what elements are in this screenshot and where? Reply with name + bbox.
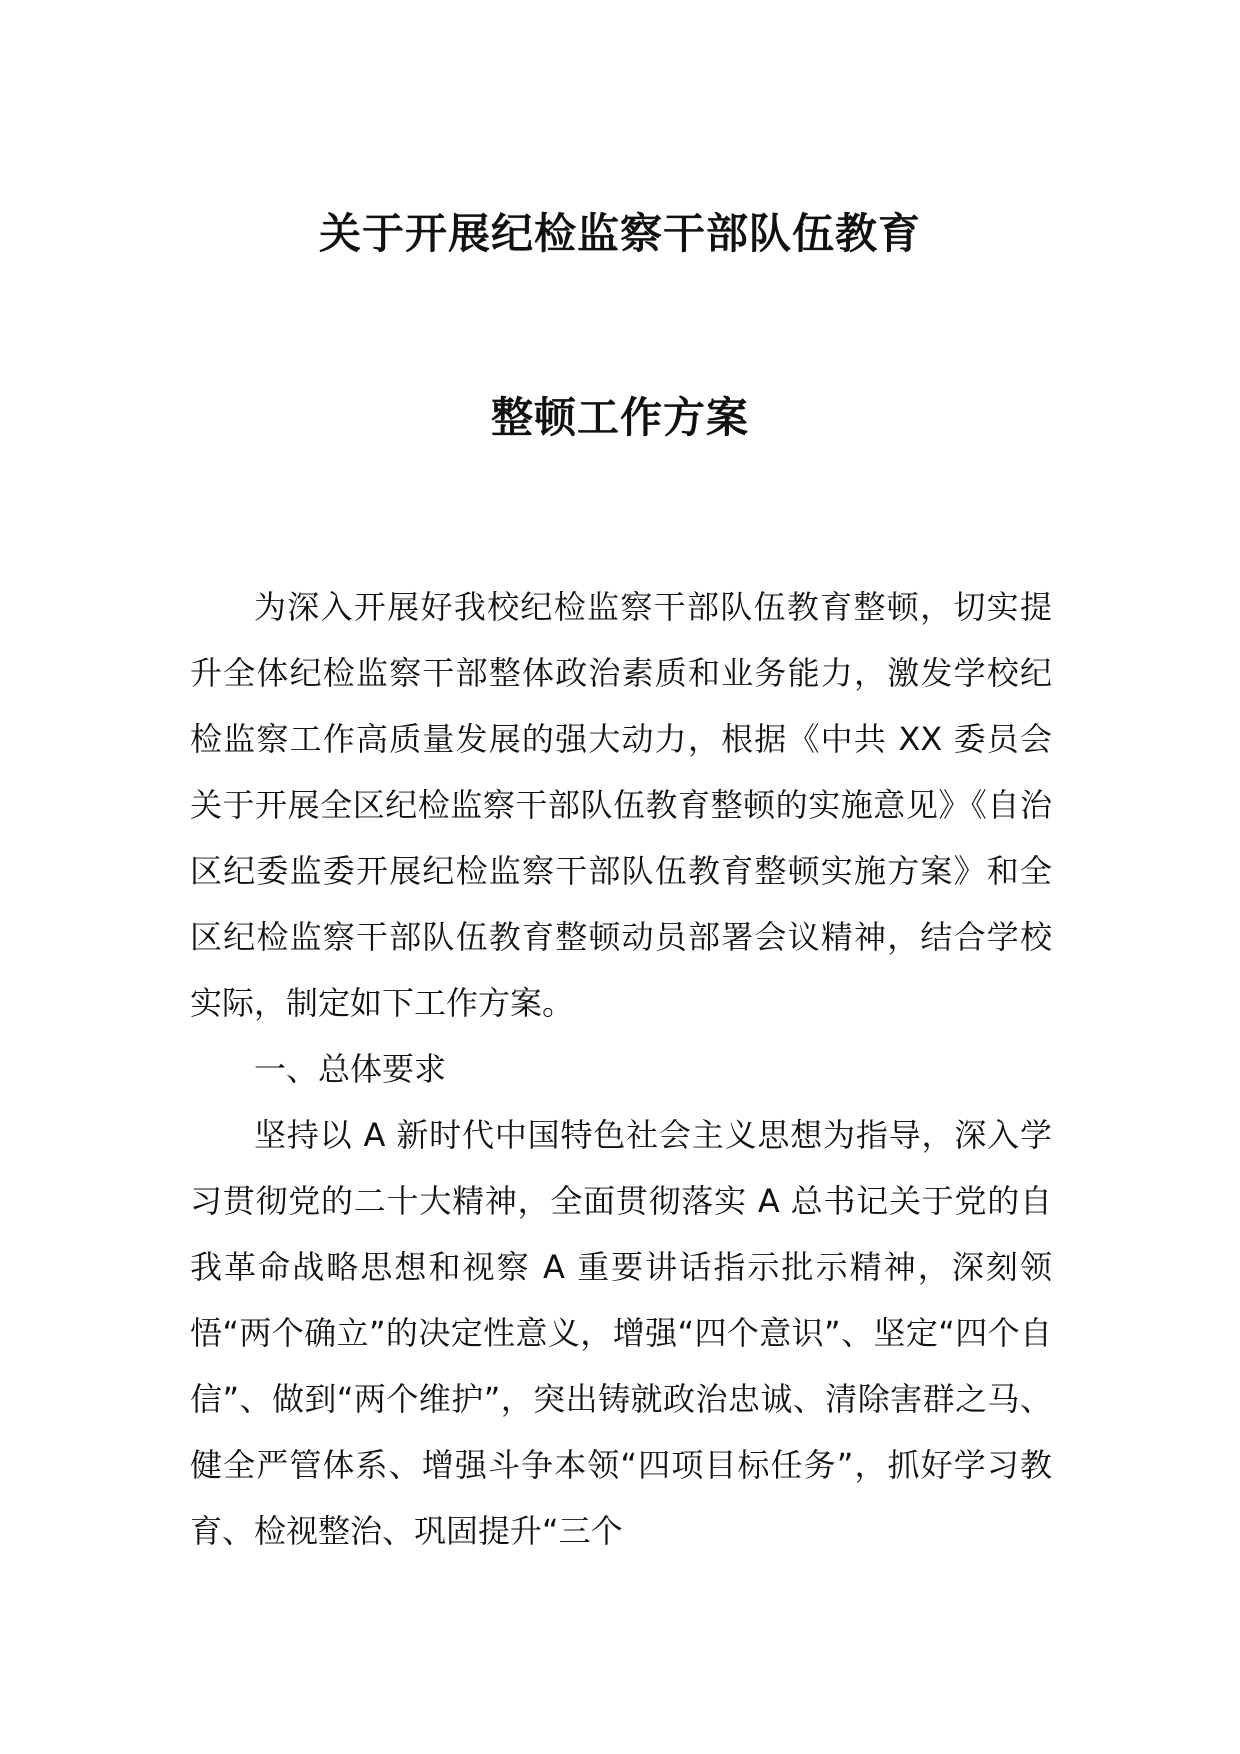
- document-title-line-2: 整顿工作方案: [490, 393, 749, 442]
- document-title-line-1: 关于开展纪检监察干部队伍教育: [318, 209, 921, 258]
- section-heading-general-requirements: 一、总体要求: [254, 1050, 447, 1088]
- general-requirements-paragraph: 坚持以 A 新时代中国特色社会主义思想为指导，深入学习贯彻党的二十大精神，全面贯彻落实 A 总书记关于党的自我革命战略思想和视察 A 重要讲话指示批示精神，深刻领悟“两个确立”的决定性意义，增强“四个意识”、坚定“四个自信”、做到“两个维护”，突出铸就政治忠诚、清除害群之马、健全严管体系、增强斗争本领“四项目标任务”，抓好学习教育、检视整治、巩固提升“三个: [190, 1116, 1052, 1550]
- intro-paragraph: 为深入开展好我校纪检监察干部队伍教育整顿，切实提升全体纪检监察干部整体政治素质和业务能力，激发学校纪检监察工作高质量发展的强大动力，根据《中共 XX 委员会关于开展全区纪检监察干部队伍教育整顿的实施意见》《自治区纪委监委开展纪检监察干部队伍教育整顿实施方案》和全区纪检监察干部队伍教育整顿动员部署会议精神，结合学校实际，制定如下工作方案。: [190, 588, 1052, 1022]
